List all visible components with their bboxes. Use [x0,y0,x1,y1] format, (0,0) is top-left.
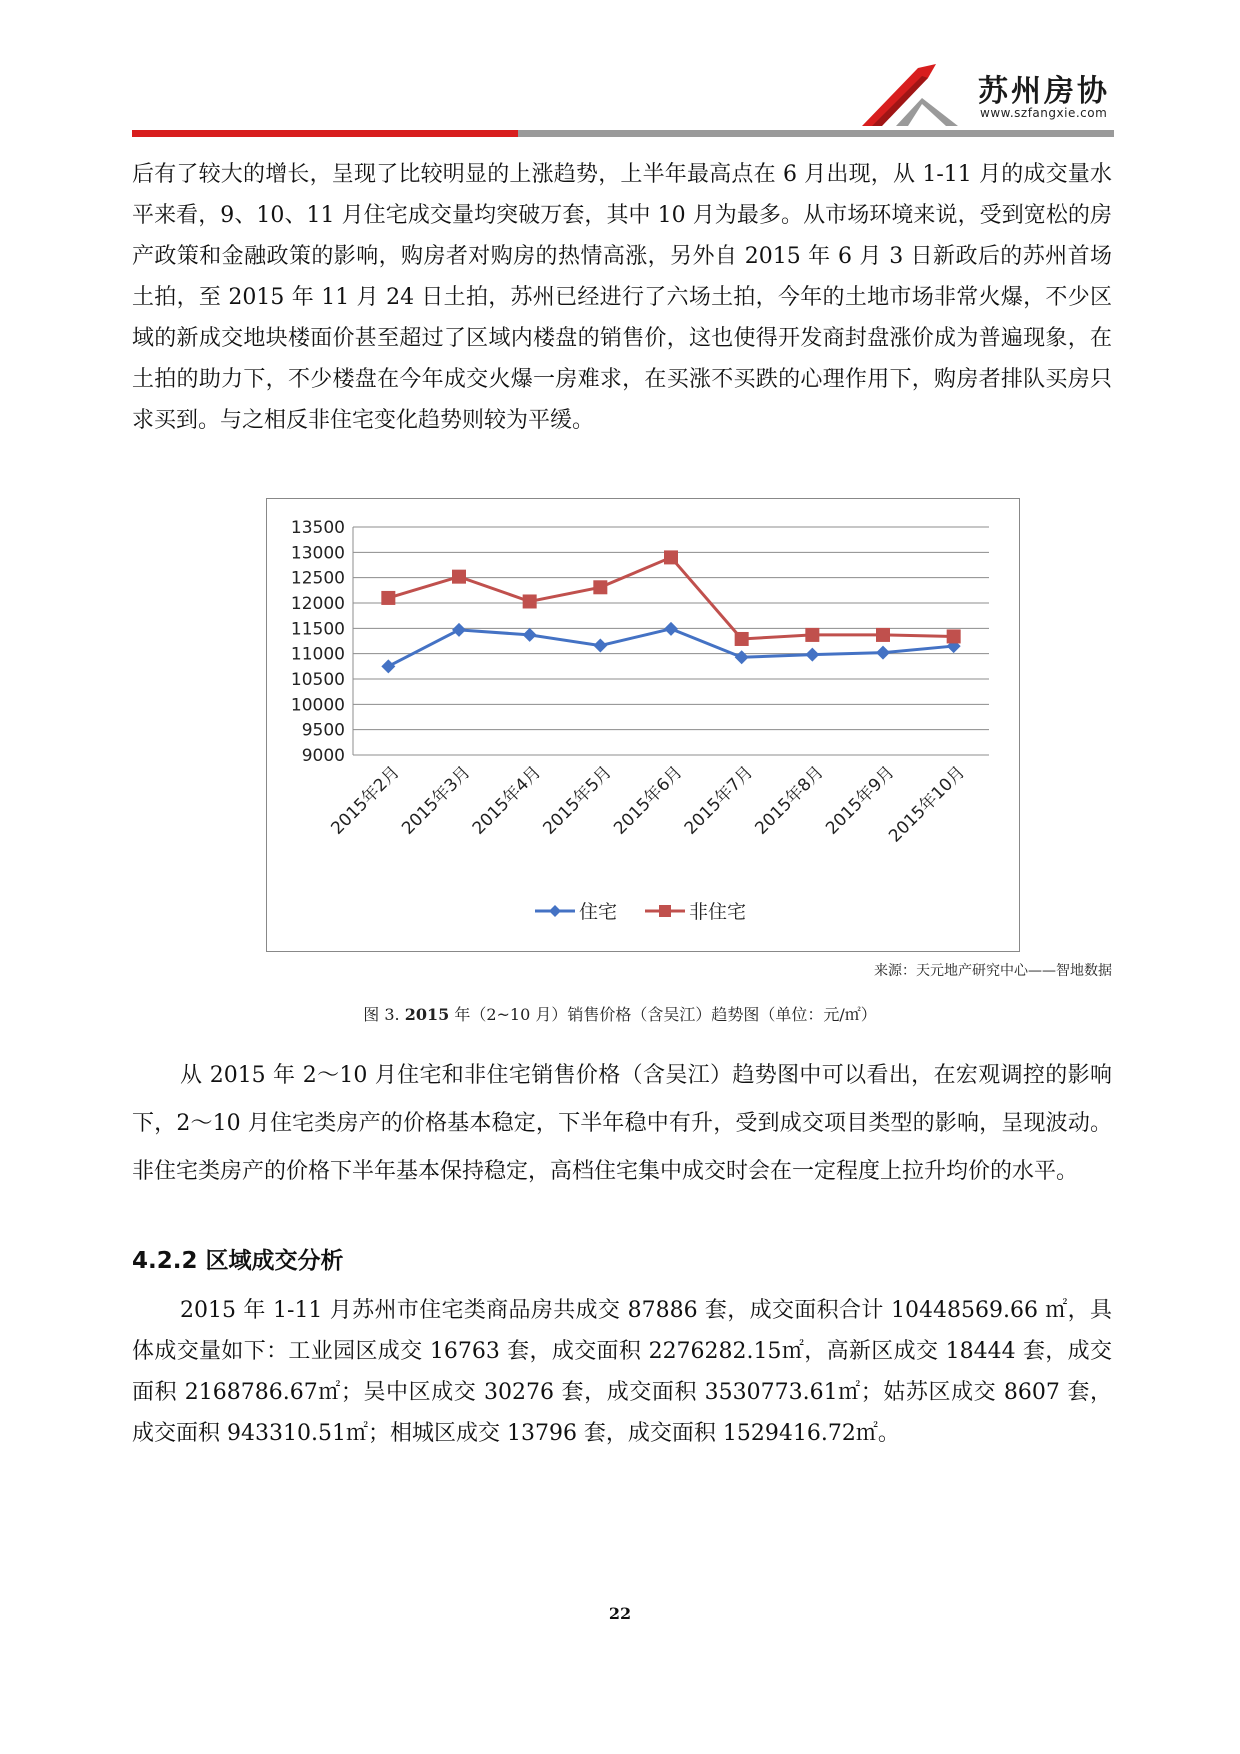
data-point [735,650,749,664]
caption-year: 2015 [404,1005,450,1024]
y-tick-label: 11500 [290,619,345,640]
data-point [452,623,466,637]
header-rule-red [132,130,518,137]
y-tick-label: 10000 [290,695,345,716]
page-header [0,0,1240,140]
data-point [876,646,890,660]
data-point [876,628,890,642]
logo-mark-icon [858,64,968,130]
x-tick-label: 2015年7月 [680,762,758,839]
body-paragraph-2: 从 2015 年 2～10 月住宅和非住宅销售价格（含吴江）趋势图中可以看出，在宏观调控的影响下，2～10 月住宅类房产的价格基本稳定，下半年稳中有升，受到成交项目类型的影响，呈现波动。非住宅类房产的价格下半年基本保持稳定，高档住宅集中成交时会在一定程度上拉升均价的水平。 [132,1063,1112,1184]
y-tick-label: 9000 [301,746,345,766]
x-tick-label: 2015年8月 [751,762,828,839]
legend-label: 非住宅 [689,901,747,923]
y-tick-label: 10500 [290,670,345,690]
y-tick-label: 12500 [290,568,345,589]
data-point [523,628,537,642]
data-point [805,648,819,662]
x-tick-label: 2015年5月 [539,762,616,839]
x-tick-label: 2015年3月 [398,762,475,839]
figure-caption [0,1002,1240,1025]
data-point [452,570,466,584]
data-point [664,550,678,564]
y-tick-label: 13000 [290,543,345,564]
logo-url: www.szfangxie.com [980,106,1108,120]
chart-svg [267,499,1019,951]
body-paragraph-3: 2015 年 1-11 月苏州市住宅类商品房共成交 87886 套，成交面积合计 10448569.66 ㎡，具体成交量如下：工业园区成交 16763 套，成交面积 2276282.15㎡，高新区成交 18444 套，成交面积 2168786.67㎡；吴中区成交 30276 套，成交面积 3530773.61㎡；姑苏区成交 8607 套，成交面积 943310.51㎡；相城区成交 13796 套，成交面积 1529416.72㎡。 [132,1298,1112,1446]
data-point [381,591,395,605]
data-point [947,629,961,643]
y-tick-label: 13500 [290,518,345,538]
x-tick-label: 2015年10月 [885,762,970,847]
data-point [735,632,749,646]
legend-marker [549,905,561,917]
section-heading: 4.2.2 区域成交分析 [132,1248,344,1274]
data-point [593,580,607,594]
y-tick-label: 11000 [290,644,345,665]
data-point [381,659,395,673]
x-tick-label: 2015年6月 [610,762,687,839]
data-point [805,628,819,642]
page-number: 22 [608,1604,632,1623]
caption-prefix: 图 3. [363,1005,400,1024]
header-rule-gray [518,130,1114,137]
data-point [593,639,607,653]
y-tick-label: 12000 [290,594,345,614]
x-tick-label: 2015年9月 [822,762,899,839]
price-trend-chart [266,498,1020,952]
figure-source: 来源：天元地产研究中心——智地数据 [874,963,1112,979]
legend-label: 住宅 [579,901,618,923]
logo-name: 苏州房协 [978,74,1110,109]
data-point [523,594,537,608]
x-tick-label: 2015年4月 [468,762,546,839]
x-tick-label: 2015年2月 [327,762,404,839]
body-paragraph-1: 后有了较大的增长，呈现了比较明显的上涨趋势，上半年最高点在 6 月出现，从 1-11 月的成交量水平来看，9、10、11 月住宅成交量均突破万套，其中 10 月为最多。从市场环境来说，受到宽松的房产政策和金融政策的影响，购房者对购房的热情高涨，另外自 2015 年 6 月 3 日新政后的苏州首场土拍，至 2015 年 11 月 24 日土拍，苏州已经进行了六场土拍，今年的土地市场非常火爆，不少区域的新成交地块楼面价甚至超过了区域内楼盘的销售价，这也使得开发商封盘涨价成为普遍现象，在土拍的助力下，不少楼盘在今年成交火爆一房难求，在买涨不买跌的心理作用下，购房者排队买房只求买到。与之相反非住宅变化趋势则较为平缓。 [132,162,1112,433]
y-tick-label: 9500 [301,720,345,741]
caption-text: 年（2~10 月）销售价格（含吴江）趋势图（单位：元/㎡） [449,1005,877,1024]
legend-marker [659,905,671,917]
data-point [664,622,678,636]
